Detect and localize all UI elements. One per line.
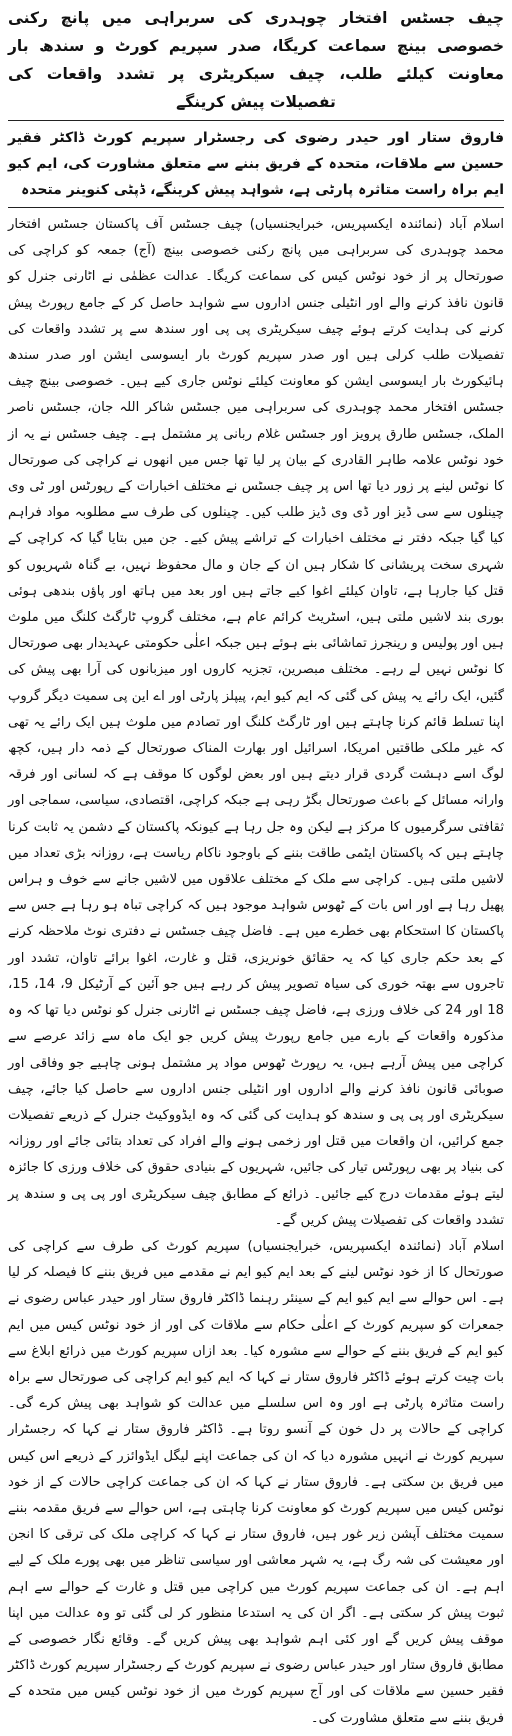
subheadline-divider	[8, 207, 504, 208]
headline-divider	[8, 120, 504, 121]
article-paragraph-2: اسلام آباد (نمائندہ ایکسپریس، خبرایجنسیاں) سپریم کورٹ کی طرف سے کراچی کی صورتحال کا از خود نوٹس لینے کے بعد ایم کیو ایم نے مقدمے میں فریق بننے کا فیصلہ کر لیا ہے۔ اس حوالے سے ایم کیو ایم کے سینئر رہنما ڈاکٹر فاروق ستار اور حیدر عباس رضوی نے جمعرات کو سپریم کورٹ کے اعلٰی حکام سے ملاقات کی اور از خود نوٹس کیس میں ایم کیو ایم کے فریق بننے کے حوالے سے مشورہ کیا۔ بعد ازاں سپریم کورٹ میں ذرائع ابلاغ سے بات چیت کرتے ہوئے ڈاکٹر فاروق ستار نے کہا کہ ایم کیو ایم کراچی کی صورتحال سے براہ راست متاثرہ پارٹی ہے اور وہ اس سلسلے میں عدالت کو شواہد بھی پیش کرے گی۔ کراچی کے حالات پر دل خون کے آنسو روتا ہے۔ ڈاکٹر فاروق ستار نے کہا کہ رجسٹرار سپریم کورٹ نے انہیں مشورہ دیا کہ ان کی جماعت اپنے لیگل ایڈوائزر کے ذریعے اس کیس میں فریق بن سکتی ہے۔ فاروق ستار نے کہا کہ ان کی جماعت کراچی حالات کے از خود نوٹس کیس میں سپریم کورٹ کو معاونت کرنا چاہتی ہے، اس حوالے سے فریق مقدمہ بننے سمیت مختلف آپشن زیر غور ہیں، فاروق ستار نے کہا کہ کراچی ملک کی ترقی کا انجن اور معیشت کی شہ رگ ہے، یہ شہر معاشی اور سیاسی تناظر میں بھی پورے ملک کے لیے اہم ہے۔ ان کی جماعت سپریم کورٹ میں کراچی میں قتل و غارت کے حوالے سے اہم ثبوت پیش کر سکتی ہے۔ اگر ان کی یہ استدعا منظور کر لی گئی تو وہ عدالت میں اپنا موقف پیش کریں گے اور کئی اہم شواہد بھی پیش کریں گے۔ وقائع نگار خصوصی کے مطابق فاروق ستار اور حیدر عباس رضوی نے سپریم کورٹ کے رجسٹرار سپریم کورٹ ڈاکٹر فقیر حسین سے ملاقات کی اور آج سپریم کورٹ میں از خود نوٹس کیس میں متحدہ کے فریق بننے سے متعلق مشاورت کی۔	[8, 1238, 504, 1726]
article-subheadline: فاروق ستار اور حیدر رضوی کی رجسٹرار سپریم کورٹ ڈاکٹر فقیر حسین سے ملاقات، متحدہ کے فریق بننے سے متعلق مشاورت کی، ایم کیو ایم براہ راست متاثرہ پارٹی ہے، شواہد پیش کرینگے، ڈپٹی کنوینر متحدہ	[8, 130, 504, 198]
article-paragraph-1: اسلام آباد (نمائندہ ایکسپریس، خبرایجنسیاں) چیف جسٹس آف پاکستان جسٹس افتخار محمد چوہدری کی سربراہی میں پانچ رکنی خصوصی بینچ (آج) جمعہ کو کراچی کی صورتحال پر از خود نوٹس کیس کی سماعت کریگا۔ عدالت عظمٰی نے اٹارنی جنرل کو قانون نافذ کرنے والے اور انٹیلی جنس اداروں سے شواہد حاصل کر کے جامع رپورٹ پیش کرنے کی ہدایت کرتے ہوئے چیف سیکریٹری پی پی اور سندھ سے پر تشدد واقعات کی تفصیلات طلب کرلی ہیں اور صدر سپریم کورٹ بار ایسوسی ایشن اور صدر سندھ ہائیکورٹ بار ایسوسی ایشن کو معاونت کیلئے نوٹس جاری کیے ہیں۔ خصوصی بینچ چیف جسٹس افتخار محمد چوہدری کی سربراہی میں جسٹس شاکر اللہ جان، جسٹس ناصر الملک، جسٹس طارق پرویز اور جسٹس غلام ربانی پر مشتمل ہے۔ چیف جسٹس نے یہ از خود نوٹس علامہ طاہر القادری کے بیان پر لیا تھا جس میں انھوں نے کراچی کی صورتحال کا نوٹس لینے پر زور دیا تھا اس پر چیف جسٹس نے مختلف اخبارات کے رپورٹس اور ٹی وی چینلوں سے سی ڈیز اور ڈی وی ڈیز طلب کیں۔ چینلوں کی طرف سے مطلوبہ مواد فراہم کیا گیا جبکہ دفتر نے مختلف اخبارات کے تراشے پیش کیے۔ جن میں بتایا گیا کہ کراچی کے شہری سخت پریشانی کا شکار ہیں ان کے جان و مال محفوظ نہیں، بے گناہ شہریوں کو قتل کیا جارہا ہے، تاوان کیلئے اغوا کیے جاتے ہیں اور بعد میں ہاتھ اور پاؤں بندھی ہوئی بوری بند لاشیں ملتی ہیں، اسٹریٹ کرائم عام ہے، مختلف گروپ ٹارگٹ کلنگ میں ملوث ہیں اور پولیس و رینجرز تماشائی بنے ہوئے ہیں جبکہ اعلٰی حکومتی عہدیدار بھی صورتحال کا نوٹس نہیں لے رہے۔ مختلف مبصرین، تجزیہ کاروں اور میزبانوں کی آرا بھی پیش کی گئیں، ایک رائے یہ پیش کی گئی کہ ایم کیو ایم، پیپلز پارٹی اور اے این پی سمیت دیگر گروپ اپنا تسلط قائم کرنا چاہتے ہیں اور ٹارگٹ کلنگ اور تصادم میں ملوث ہیں ایک رائے یہ تھی کہ غیر ملکی طاقتیں امریکا، اسرائیل اور بھارت المناک صورتحال کے ذمہ دار ہیں، کچھ لوگ اسے دہشت گردی قرار دیتے ہیں اور بعض لوگوں کا موقف ہے کہ لسانی اور فرقہ وارانہ مسائل کے باعث صورتحال بگڑ رہی ہے جبکہ کراچی، اقتصادی، سیاسی، سماجی اور ثقافتی سرگرمیوں کا مرکز ہے لیکن وہ جل رہا ہے کیونکہ پاکستان کے دشمن یہ ثابت کرنا چاہتے ہیں کہ پاکستان ایٹمی طاقت بننے کے باوجود ناکام ریاست ہے، روزانہ بڑی تعداد میں لاشیں ملتی ہیں۔ کراچی سے ملک کے مختلف علاقوں میں لاشیں جانے سے خوف و ہراس پھیل رہا ہے اور اس بات کے ٹھوس شواہد موجود ہیں کہ کراچی تباہ ہو رہا ہے جس سے پاکستان کا استحکام بھی خطرے میں ہے۔ فاضل چیف جسٹس نے دفتری نوٹ ملاحظہ کرنے کے بعد حکم جاری کیا کہ یہ حقائق خونریزی، قتل و غارت، اغوا برائے تاوان، تشدد اور تاجروں سے بھتہ خوری کی سیاہ تصویر پیش کر رہے ہیں جو آئین کے آرٹیکل 9، 14، 15، 18 اور 24 کی خلاف ورزی ہے، فاضل چیف جسٹس نے اٹارنی جنرل کو نوٹس دیا تھا کہ وہ مذکورہ واقعات کے بارے میں جامع رپورٹ پیش کریں جو ایک ماہ سے زائد عرصے سے کراچی میں پیش آرہے ہیں، یہ رپورٹ ٹھوس مواد پر مشتمل ہونی چاہیے جو وفاقی اور صوبائی قانون نافذ کرنے والے اداروں اور انٹیلی جنس اداروں سے حاصل کیا جائے، چیف سیکریٹری اور پی پی و سندھ کو ہدایت کی گئی کہ وہ ایڈووکیٹ جنرل کے ذریعے تفصیلات جمع کرائیں، ان واقعات میں قتل اور زخمی ہونے والے افراد کی تعداد بتائی جائے اور روزانہ کی بنیاد پر بھی رپورٹس تیار کی جائیں، شہریوں کے بنیادی حقوق کی خلاف ورزی کا جائزہ لیتے ہوئے مقدمات درج کیے جائیں۔ ذرائع کے مطابق چیف سیکریٹری اور پی پی و سندھ پر تشدد واقعات کی تفصیلات پیش کریں گے۔	[8, 217, 504, 1228]
article-headline: چیف جسٹس افتخار چوہدری کی سربراہی میں پانچ رکنی خصوصی بینچ سماعت کریگا، صدر سپریم کورٹ و سندھ بار معاونت کیلئے طلب، چیف سیکریٹری پر تشدد واقعات کی تفصیلات پیش کرینگے	[8, 9, 504, 111]
